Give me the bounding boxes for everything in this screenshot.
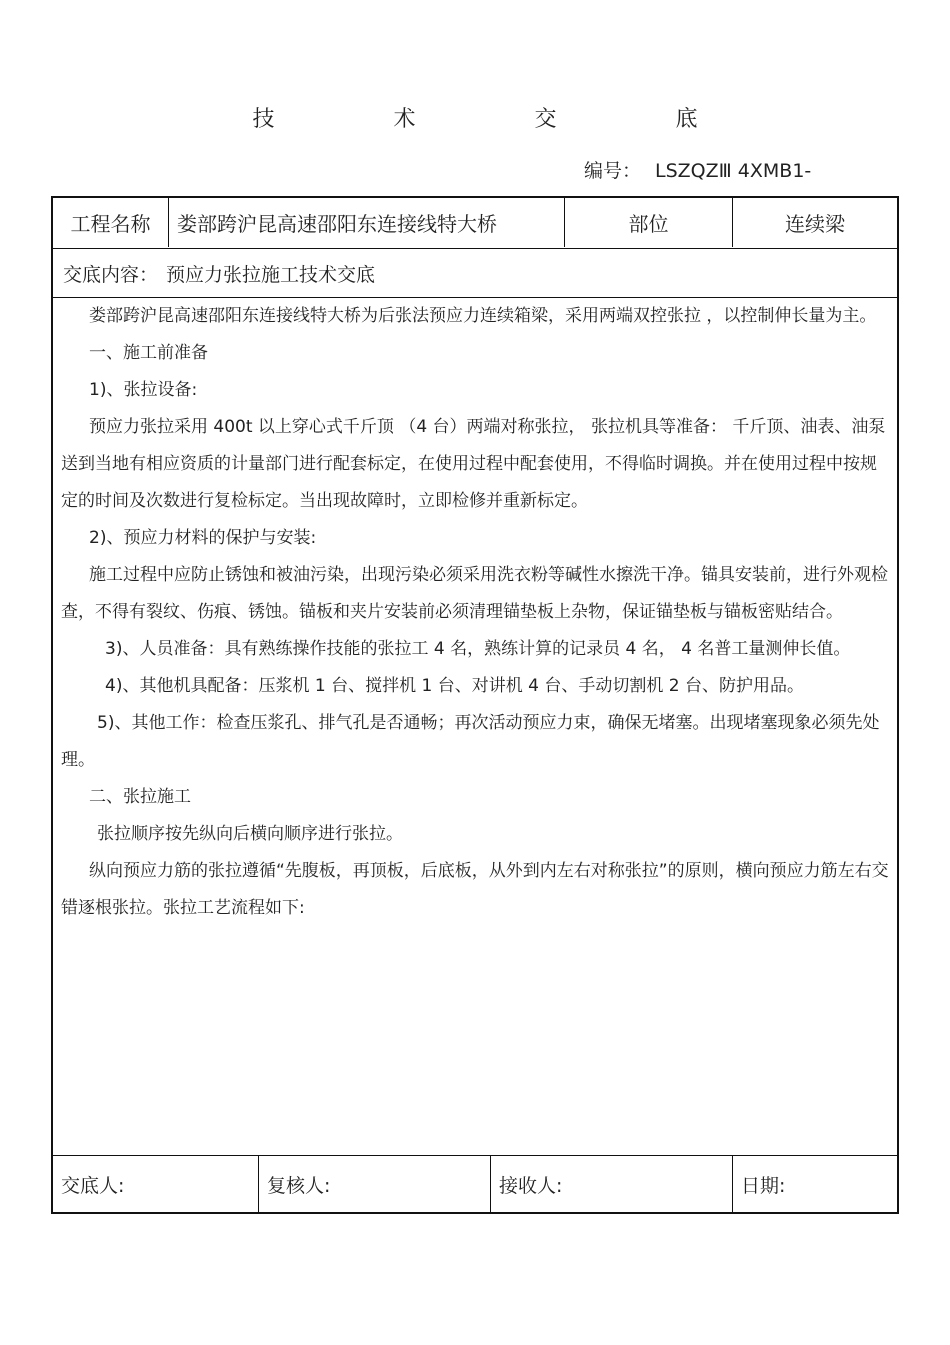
document-number-label: 编号：	[584, 160, 642, 182]
date-field: 日期:	[741, 1174, 786, 1197]
disclosure-form	[51, 196, 899, 1214]
section-heading-tensioning: 二、张拉施工	[89, 787, 191, 807]
disclosure-body	[53, 298, 897, 1156]
content-title-label: 交底内容：	[63, 263, 159, 286]
signature-row	[53, 1156, 897, 1212]
section-heading-preparation: 一、施工前准备	[89, 343, 208, 363]
discloser-field: 交底人:	[53, 1156, 259, 1212]
project-name-label: 工程名称	[53, 198, 169, 247]
project-name-value: 娄部跨沪昆高速邵阳东连接线特大桥	[177, 212, 497, 236]
paragraph-materials: 施工过程中应防止锈蚀和被油污染，出现污染必须采用洗衣粉等碱性水擦洗干净。锚具安装前，进行外观检查，不得有裂纹、伤痕、锈蚀。锚板和夹片安装前必须清理锚垫板上杂物，保证锚垫板与锚板密贴结合。	[61, 565, 888, 622]
paragraph-equipment: 预应力张拉采用 400t 以上穿心式千斤顶 （4 台）两端对称张拉， 张拉机具等准备： 千斤顶、油表、油泵送到当地有相应资质的计量部门进行配套标定，在使用过程中配套使用，不得临时调换。并在使用过程中按规定的时间及次数进行复检标定。当出现故障时，立即检修并重新标定。	[61, 417, 886, 511]
paragraph-sequence: 张拉顺序按先纵向后横向顺序进行张拉。	[97, 824, 403, 844]
subheading-materials: 2)、预应力材料的保护与安装:	[89, 528, 317, 548]
document-number	[584, 156, 811, 183]
paragraph-principle: 纵向预应力筋的张拉遵循“先腹板，再顶板，后底板，从外到内左右对称张拉”的原则，横向预应力筋左右交错逐根张拉。张拉工艺流程如下:	[61, 861, 889, 918]
paragraph-intro: 娄部跨沪昆高速邵阳东连接线特大桥为后张法预应力连续箱梁，采用两端双控张拉 ，以控制伸长量为主。	[89, 306, 877, 326]
paragraph-personnel: 3)、人员准备：具有熟练操作技能的张拉工 4 名，熟练计算的记录员 4 名， 4 名普工量测伸长值。	[105, 639, 851, 659]
part-label: 部位	[564, 198, 733, 247]
receiver-field: 接收人:	[491, 1156, 733, 1212]
subheading-equipment: 1)、张拉设备:	[89, 380, 198, 400]
content-title-row	[53, 249, 897, 298]
part-value: 连续梁	[785, 212, 845, 236]
document-number-value: LSZQZⅢ 4XMB1-	[655, 160, 812, 182]
document-title: 技 术 交 底	[252, 107, 754, 132]
reviewer-field: 复核人:	[259, 1156, 491, 1212]
paragraph-other-work: 5)、其他工作：检查压浆孔、排气孔是否通畅；再次活动预应力束，确保无堵塞。出现堵塞现象必须先处理。	[61, 713, 880, 770]
header-row	[53, 198, 897, 249]
paragraph-machinery: 4)、其他机具配备：压浆机 1 台、搅拌机 1 台、对讲机 4 台、手动切割机 2 台、防护用品。	[105, 676, 804, 696]
content-title-value: 预应力张拉施工技术交底	[166, 263, 376, 286]
